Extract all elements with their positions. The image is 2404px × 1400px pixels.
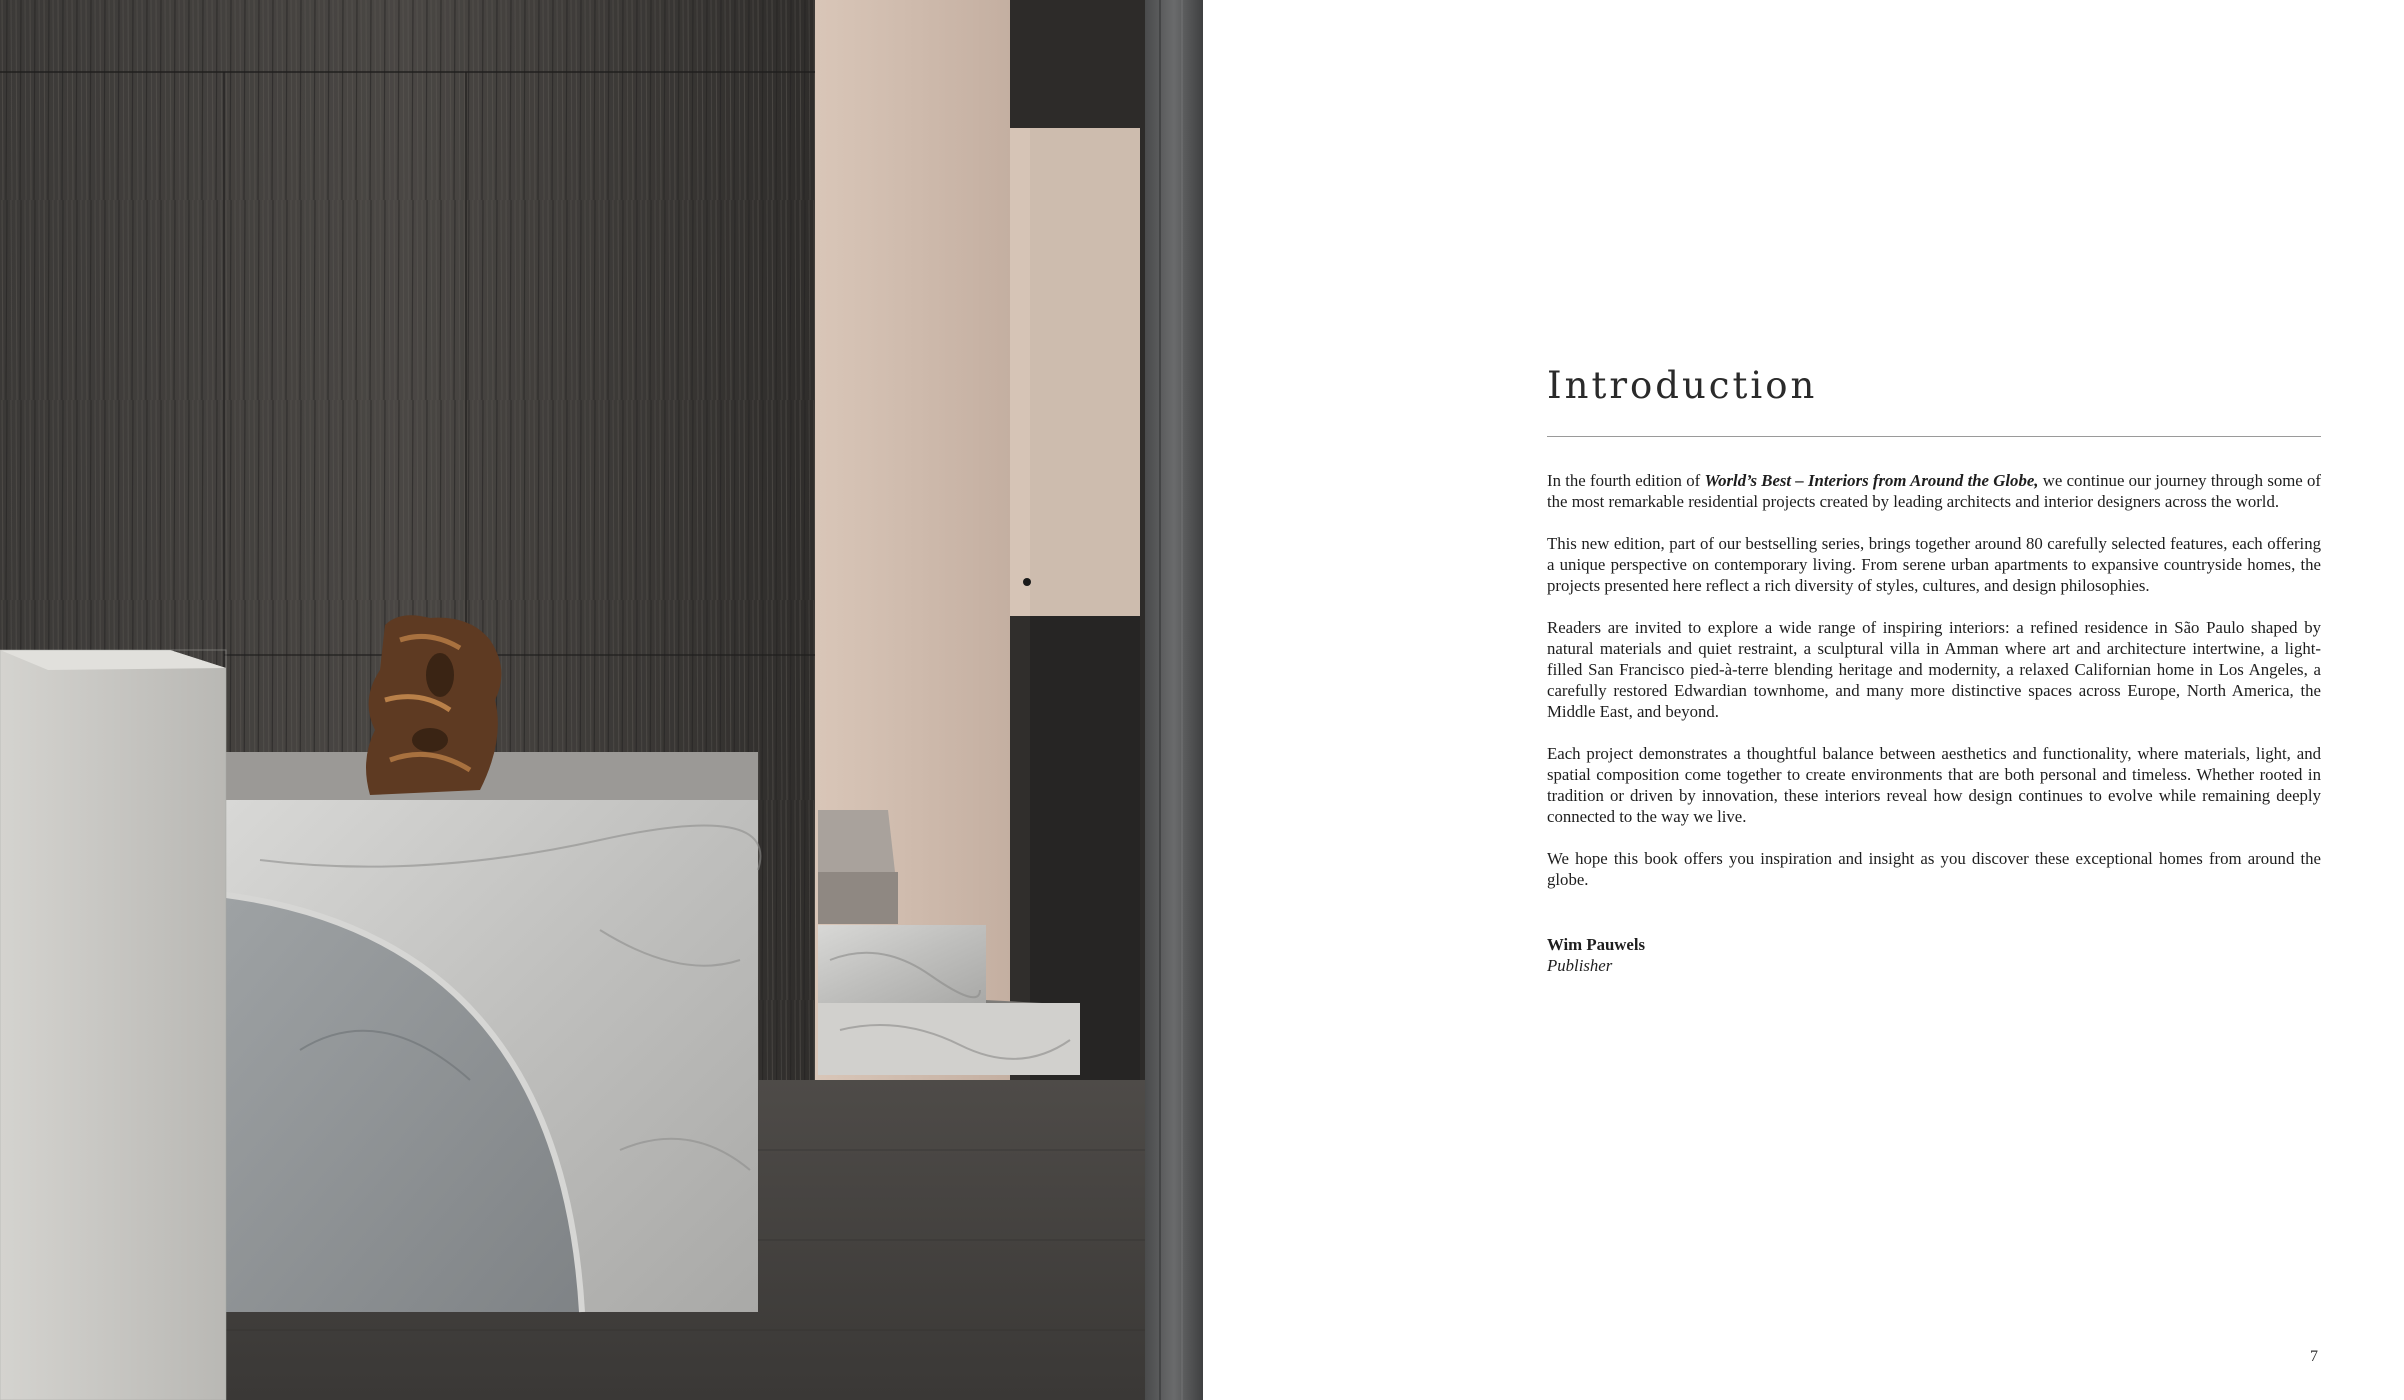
paragraph: Each project demonstrates a thoughtful balance between aesthetics and functionality, where materials, light, and spatial composition come together to create environments that are both personal and timeless. Whether rooted in tradition or driven by innovation, these interiors reveal how design continues to evolve while remaining deeply connected to the way we live. (1547, 744, 2321, 826)
paragraph: Readers are invited to explore a wide range of inspiring interiors: a refined residence in São Paulo shaped by natural materials and quiet restraint, a sculptural villa in Amman where art and architecture intertwine, a light-filled San Francisco pied-à-terre blending heritage and modernity, a relaxed Californian home in Los Angeles, a carefully restored Edwardian townhome, and many more distinctive spaces across Europe, North America, the Middle East, and beyond. (1547, 618, 2321, 721)
paragraph: We hope this book offers you inspiration and insight as you discover these exceptional homes from around the globe. (1547, 849, 2321, 889)
intro-body (1547, 470, 2321, 911)
signature (1547, 934, 1645, 976)
text-page (1203, 0, 2404, 1400)
signature-name: Wim Pauwels (1547, 935, 1646, 954)
page-title: Introduction (1547, 364, 1818, 407)
title-divider (1547, 436, 2321, 437)
signature-role: Publisher (1547, 956, 1613, 975)
book-title: World’s Best – Interiors from Around the Globe, (1704, 471, 2039, 490)
page-number: 7 (2310, 1348, 2318, 1365)
paragraph: This new edition, part of our bestselling series, brings together around 80 carefully selected features, each offering a unique perspective on contemporary living. From serene urban apartments to expansive countryside homes, the projects presented here reflect a rich diversity of styles, cultures, and design philosophies. (1547, 534, 2321, 595)
paragraph: In the fourth edition of World’s Best – Interiors from Around the Globe, we continue our journey through some of the most remarkable residential projects created by leading architects and interior designers across the world. (1547, 471, 2321, 511)
